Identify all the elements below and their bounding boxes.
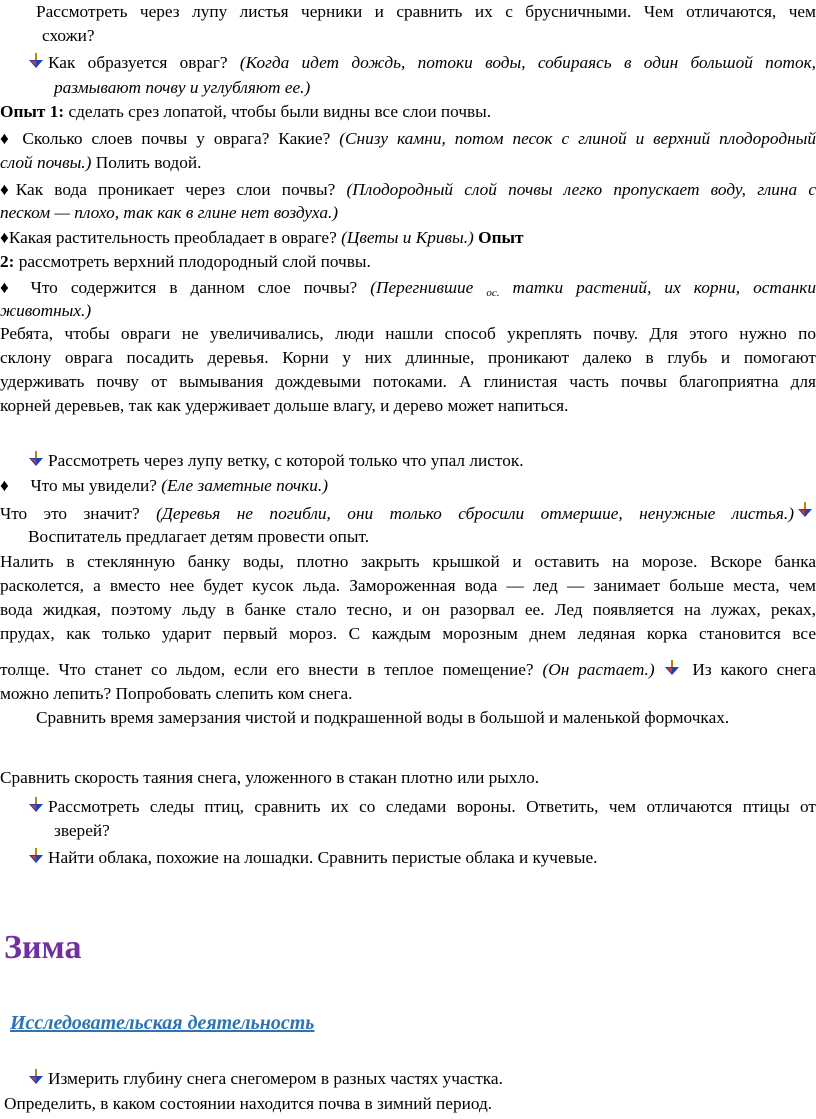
text-line: Рассмотреть через лупу листья черники и сравнить их с брусничными. Чем отличаются, чем xyxy=(36,2,816,21)
text-line: Ребята, чтобы овраги не увеличивались, люди нашли способ укреплять почву. Для этого нужно по xyxy=(0,324,816,343)
text-line: вода жидкая, поэтому льду в банке стало тесно, и он разорвал ее. Лед появляется на лужах, реках, xyxy=(0,600,816,619)
text-line: зверей? xyxy=(54,821,110,840)
bullet-item: Как образуется овраг? (Когда идет дождь, потоки воды, собираясь в один большой поток, xyxy=(28,51,816,75)
text-line: схожи? xyxy=(42,26,95,45)
bullet-item: Рассмотреть через лупу ветку, с которой только что упал листок. xyxy=(28,449,524,473)
diamond-item: ♦Какая растительность преобладает в овраге? (Цветы и Кривы.) Опыт xyxy=(0,228,524,247)
text-line: размывают почву и углубляют ее.) xyxy=(54,78,311,97)
text-line: 2: рассмотреть верхний плодородный слой почвы. xyxy=(0,252,371,271)
pin-bullet-icon xyxy=(28,450,44,468)
text-line: Что это значит? (Деревья не погибли, они только сбросили отмершие, ненужные листья.) xyxy=(0,504,794,523)
bullet-item: Найти облака, похожие на лошадки. Сравнить перистые облака и кучевые. xyxy=(28,846,597,870)
pin-bullet-icon xyxy=(28,796,44,814)
text-line: склону оврага посадить деревья. Корни у них длинные, проникают далеко в глубь и помогают xyxy=(0,348,816,367)
pin-bullet-icon xyxy=(797,501,813,519)
text-line: можно лепить? Попробовать слепить ком снега. xyxy=(0,684,353,703)
text-line: Определить, в каком состоянии находится почва в зимний период. xyxy=(4,1094,493,1113)
text-line: Налить в стеклянную банку воды, плотно закрыть крышкой и оставить на морозе. Вскоре банка xyxy=(0,552,816,571)
pin-bullet-icon xyxy=(664,659,680,677)
text-line: слой почвы.) Полить водой. xyxy=(0,153,202,172)
text-line: Сравнить время замерзания чистой и подкрашенной воды в большой и маленькой формочках. xyxy=(36,708,730,727)
text-line: Сравнить скорость таяния снега, уложенного в стакан плотно или рыхло. xyxy=(0,768,540,787)
diamond-item: ♦ Что мы увидели? (Еле заметные почки.) xyxy=(0,476,328,495)
text-line: удерживать почву от вымывания дождевыми потоками. А глинистая часть почвы благоприятна для xyxy=(0,372,816,391)
pin-bullet-icon xyxy=(28,847,44,865)
text-line: животных.) xyxy=(0,301,92,320)
text-line: толще. Что станет со льдом, если его внести в теплое помещение? (Он растает.) Из какого снега xyxy=(0,660,816,679)
text-line: корней деревьев, так как удерживает дольше влагу, и дерево может напиться. xyxy=(0,396,569,415)
text-line: расколется, а вместо нее будет кусок льда. Замороженная вода — лед — занимает больше места, чем xyxy=(0,576,816,595)
text-line: Воспитатель предлагает детям провести опыт. xyxy=(28,527,370,546)
diamond-item: ♦ Что содержится в данном слое почвы? (Перегнившие $_{ос.}$ татки растений, их корни, останки xyxy=(0,278,816,299)
section-subheading: Исследовательская деятельность xyxy=(10,1012,315,1034)
section-heading: Зима xyxy=(4,929,82,966)
text-line: песком — плохо, так как в глине нет воздуха.) xyxy=(0,203,339,222)
pin-bullet-icon xyxy=(28,1068,44,1086)
diamond-item: ♦ Сколько слоев почвы у оврага? Какие? (Снизу камни, потом песок с глиной и верхний плодородный xyxy=(0,129,816,148)
pin-bullet-icon xyxy=(28,52,44,70)
diamond-item: ♦Как вода проникает через слои почвы? (Плодородный слой почвы легко пропускает воду, глина с xyxy=(0,180,816,199)
text-line: прудах, как только ударит первый мороз. С каждым морозным днем ледяная корка становится все xyxy=(0,624,816,643)
text-line: Опыт 1: сделать срез лопатой, чтобы были видны все слои почвы. xyxy=(0,102,492,121)
bullet-item: Рассмотреть следы птиц, сравнить их со следами вороны. Ответить, чем отличаются птицы от xyxy=(28,795,816,819)
bullet-item: Измерить глубину снега снегомером в разных частях участка. xyxy=(28,1067,503,1091)
